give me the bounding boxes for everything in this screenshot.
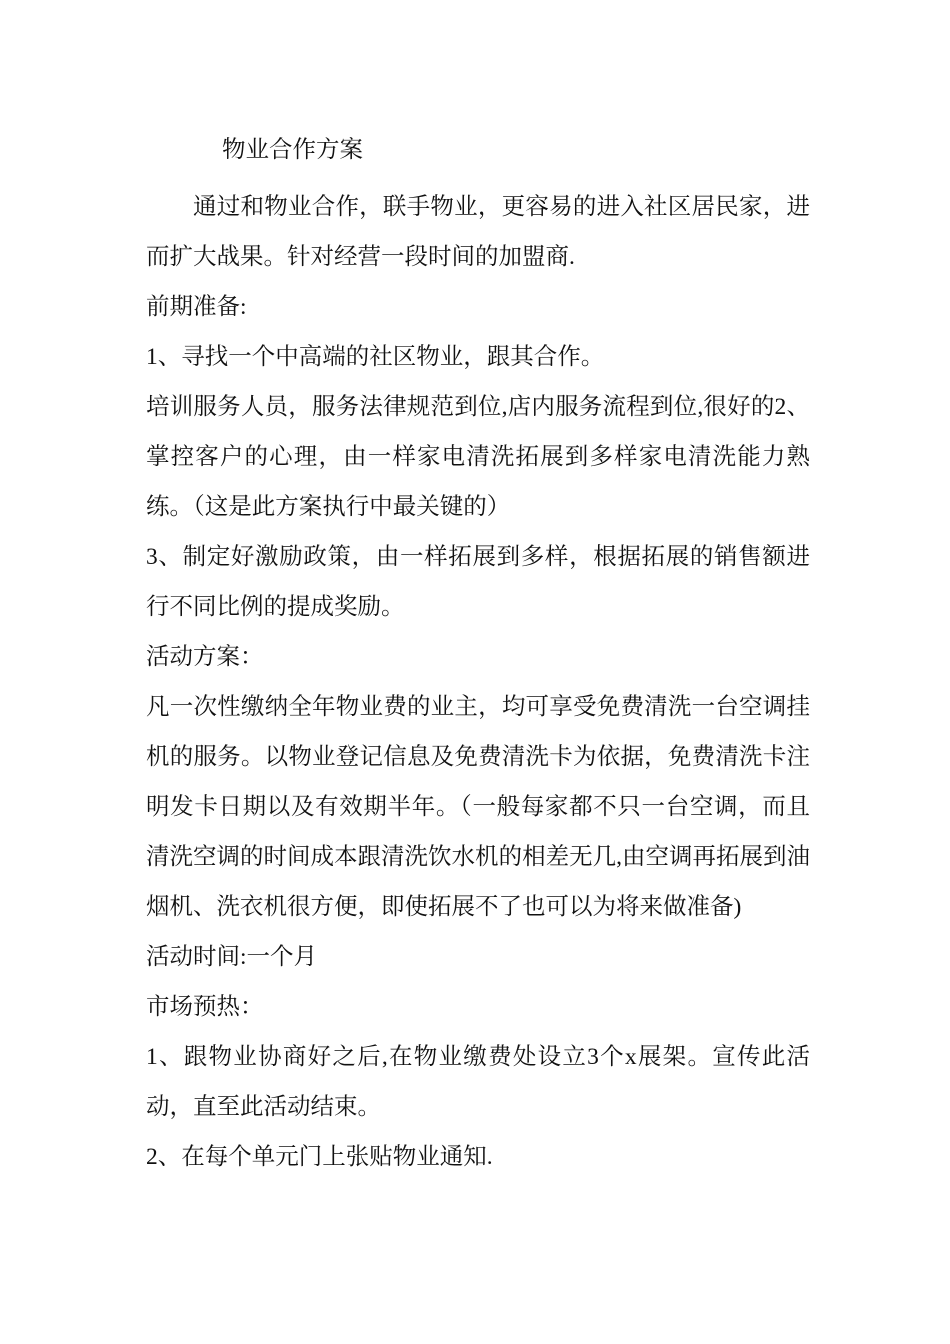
- paragraph-warmup-1: 1、跟物业协商好之后,在物业缴费处设立3个x展架。宣传此活动，直至此活动结束。: [146, 1044, 810, 1120]
- heading-activity-plan: 活动方案：: [146, 644, 264, 670]
- paragraph-prep-1: 1、寻找一个中高端的社区物业，跟其合作。: [146, 344, 605, 370]
- paragraph-prep-3: 3、制定好激励政策，由一样拓展到多样，根据拓展的销售额进行不同比例的提成奖励。: [146, 544, 810, 620]
- paragraph-prep-2: 培训服务人员，服务法律规范到位,店内服务流程到位,很好的2、掌控客户的心理，由一样家电清洗拓展到多样家电清洗能力熟练。（这是此方案执行中最关键的）: [146, 394, 810, 520]
- paragraph-intro: 通过和物业合作，联手物业，更容易的进入社区居民家，进而扩大战果。针对经营一段时间的加盟商.: [146, 194, 810, 270]
- document-title: 物业合作方案: [222, 137, 363, 163]
- paragraph-activity-plan: 凡一次性缴纳全年物业费的业主，均可享受免费清洗一台空调挂机的服务。以物业登记信息及免费清洗卡为依据，免费清洗卡注明发卡日期以及有效期半年。（一般每家都不只一台空调，而且清洗空调的时间成本跟清洗饮水机的相差无几,由空调再拓展到油烟机、洗衣机很方便，即使拓展不了也可以为将来做准备): [146, 694, 810, 920]
- heading-market-warmup: 市场预热：: [146, 994, 264, 1020]
- document-body: [146, 182, 810, 1182]
- heading-preparation: 前期准备:: [146, 294, 247, 320]
- paragraph-activity-time: 活动时间:一个月: [146, 944, 318, 970]
- paragraph-warmup-2: 2、在每个单元门上张贴物业通知.: [146, 1144, 493, 1170]
